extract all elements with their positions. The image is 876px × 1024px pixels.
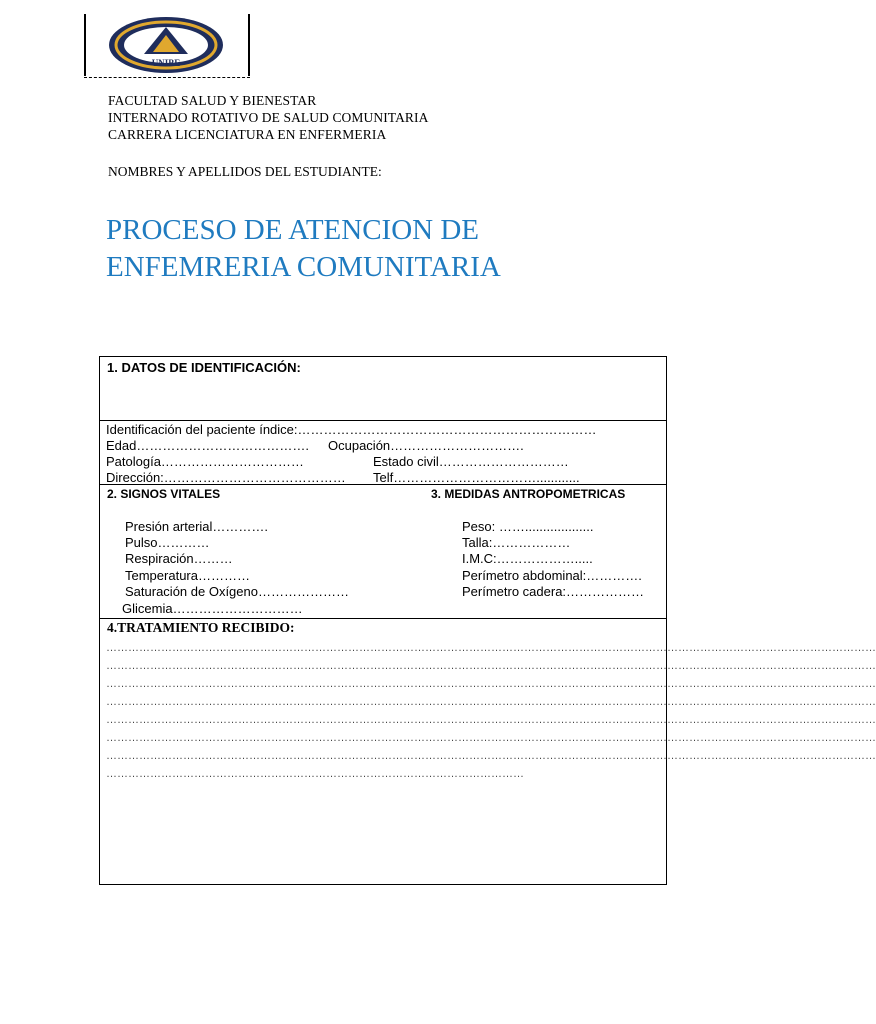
title-line-2: ENFEMRERIA COMUNITARIA (106, 251, 501, 283)
section-3-heading: 3. MEDIDAS ANTROPOMETRICAS (431, 487, 626, 501)
logo-text: UNIBE (151, 58, 181, 68)
divider (248, 14, 250, 76)
logo-block (84, 14, 250, 78)
career-line: CARRERA LICENCIATURA EN ENFERMERIA (108, 127, 387, 142)
institution-header (108, 92, 428, 143)
pathology-field[interactable]: Patología…………………………… (106, 454, 304, 469)
height-field[interactable]: Talla:……………… (462, 535, 571, 550)
section-1-heading: 1. DATOS DE IDENTIFICACIÓN: (107, 360, 301, 375)
section-2-heading: 2. SIGNOS VITALES (107, 487, 221, 501)
dashed-divider (84, 77, 250, 78)
bmi-field[interactable]: I.M.C:………………..... (462, 551, 593, 566)
temperature-field[interactable]: Temperatura………… (125, 568, 250, 583)
treatment-line[interactable]: ………………………………………………………………………………………………………………………………………………………………………………………… (106, 732, 876, 744)
weight-field[interactable]: Peso: ……................... (462, 519, 594, 534)
abdominal-perimeter-field[interactable]: Perímetro abdominal:…………. (462, 568, 642, 583)
patient-id-field[interactable]: Identificación del paciente índice:…………………………………………………………… (106, 422, 597, 437)
divider (100, 484, 666, 485)
form-table (99, 356, 876, 885)
divider (100, 420, 666, 421)
treatment-line[interactable]: ………………………………………………………………………………………………………………………………………………………………………………………… (106, 696, 876, 708)
program-line: INTERNADO ROTATIVO DE SALUD COMUNITARIA (108, 110, 429, 125)
oxygen-saturation-field[interactable]: Saturación de Oxígeno………………… (125, 584, 349, 599)
marital-status-field[interactable]: Estado civil………………………… (373, 454, 569, 469)
hip-perimeter-field[interactable]: Perímetro cadera:……………… (462, 584, 645, 599)
address-field[interactable]: Dirección:…………………………………… (106, 470, 346, 485)
university-logo-icon (107, 16, 225, 74)
glycemia-field[interactable]: Glicemia………………………… (122, 601, 303, 616)
document-title (106, 212, 501, 286)
treatment-line[interactable]: ………………………………………………………………………………………………………………………………………………………………………………………… (106, 678, 876, 690)
title-line-1: PROCESO DE ATENCION DE (106, 214, 479, 246)
section-4-heading: 4.TRATAMIENTO RECIBIDO: (107, 620, 295, 635)
pulse-field[interactable]: Pulso………… (125, 535, 210, 550)
divider (100, 618, 666, 619)
phone-field[interactable]: Telf……………………………............ (373, 470, 580, 485)
treatment-line[interactable]: ………………………………………………………………………………………………………………………………………………………………………………………… (106, 750, 876, 762)
blood-pressure-field[interactable]: Presión arterial…………. (125, 519, 269, 534)
age-field[interactable]: Edad…………………………………. (106, 438, 309, 453)
treatment-line[interactable]: …………………………………………………………………………………………………… (106, 768, 524, 780)
treatment-line[interactable]: ………………………………………………………………………………………………………………………………………………………………………………………… (106, 642, 876, 654)
divider (84, 14, 86, 76)
treatment-line[interactable]: ………………………………………………………………………………………………………………………………………………………………………………………… (106, 714, 876, 726)
faculty-line: FACULTAD SALUD Y BIENESTAR (108, 93, 317, 108)
treatment-line[interactable]: ………………………………………………………………………………………………………………………………………………………………………………………… (106, 660, 876, 672)
occupation-field[interactable]: Ocupación…………………………. (328, 438, 524, 453)
respiration-field[interactable]: Respiración……… (125, 551, 233, 566)
student-name-label: NOMBRES Y APELLIDOS DEL ESTUDIANTE: (108, 164, 382, 179)
